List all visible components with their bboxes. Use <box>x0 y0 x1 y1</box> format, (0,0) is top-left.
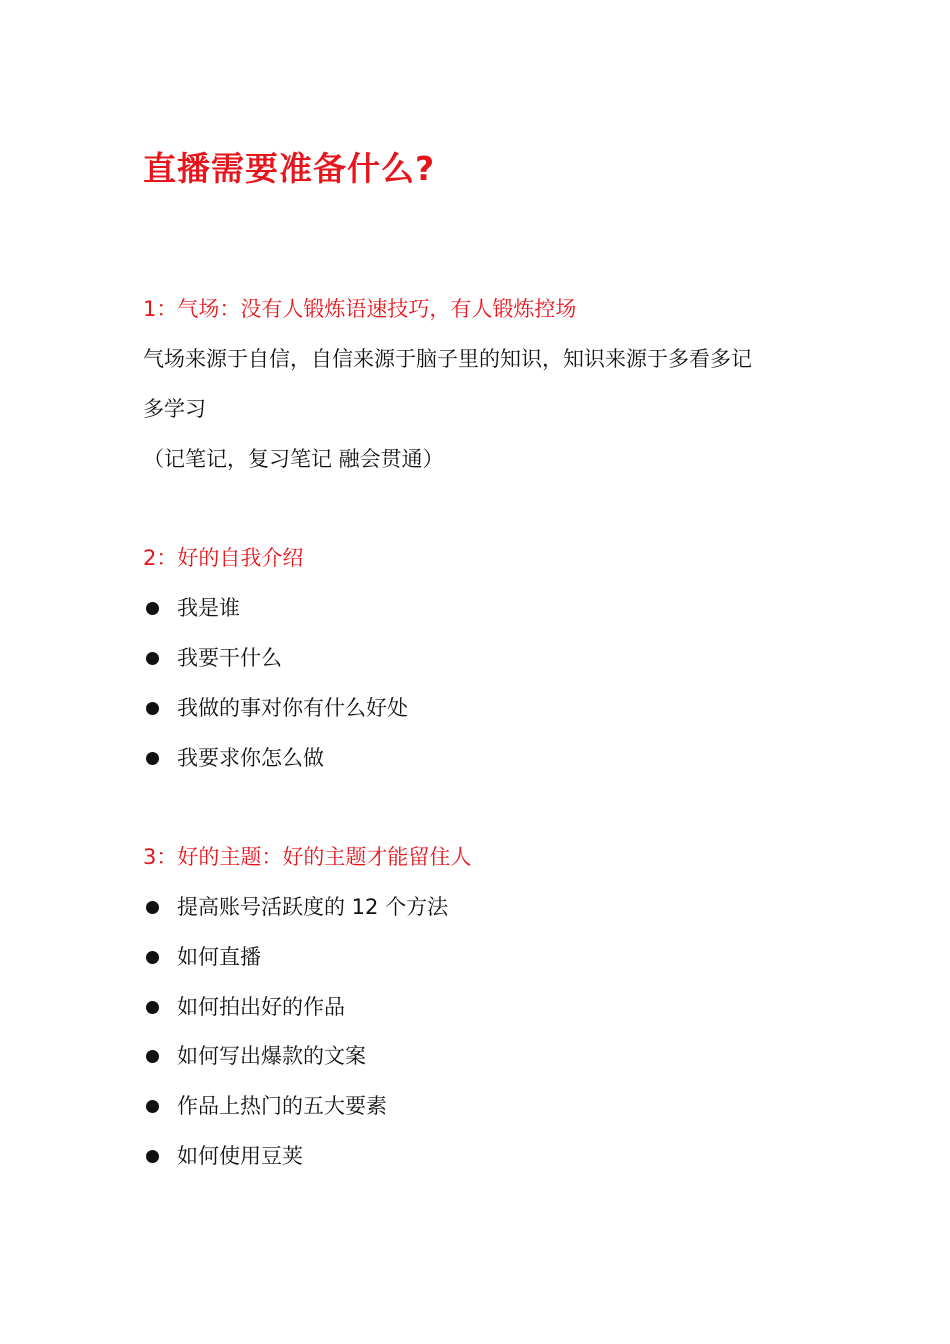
bullet-dot-icon <box>146 602 159 615</box>
list-item <box>143 693 408 723</box>
list-item <box>143 593 240 623</box>
list-item-text: 提高账号活跃度的 12 个方法 <box>177 895 449 919</box>
bullet-dot-icon <box>146 1100 159 1113</box>
list-item-text: 我要干什么 <box>177 646 282 670</box>
list-item-text: 我做的事对你有什么好处 <box>177 696 408 720</box>
section-heading-3: 3：好的主题：好的主题才能留住人 <box>143 845 472 869</box>
page-title: 直播需要准备什么? <box>143 149 436 188</box>
paragraph-line: 多学习 <box>143 397 206 421</box>
list-item-text: 如何写出爆款的文案 <box>177 1044 366 1068</box>
bullet-dot-icon <box>146 1150 159 1163</box>
list-item-text: 我要求你怎么做 <box>177 746 324 770</box>
list-item <box>143 1041 366 1071</box>
list-item <box>143 942 261 972</box>
list-item <box>143 1091 387 1121</box>
list-item-text: 如何拍出好的作品 <box>177 995 345 1019</box>
bullet-dot-icon <box>146 1001 159 1014</box>
section-heading-1: 1：气场：没有人锻炼语速技巧，有人锻炼控场 <box>143 297 577 321</box>
paragraph-line: 气场来源于自信，自信来源于脑子里的知识，知识来源于多看多记 <box>143 347 752 371</box>
list-item-text: 我是谁 <box>177 596 240 620</box>
bullet-dot-icon <box>146 901 159 914</box>
list-item <box>143 743 324 773</box>
list-item-text: 作品上热门的五大要素 <box>177 1094 387 1118</box>
list-item-text: 如何使用豆荚 <box>177 1144 303 1168</box>
bullet-dot-icon <box>146 951 159 964</box>
list-item <box>143 892 448 922</box>
bullet-dot-icon <box>146 752 159 765</box>
list-item <box>143 992 345 1022</box>
bullet-dot-icon <box>146 652 159 665</box>
list-item-text: 如何直播 <box>177 945 261 969</box>
bullet-dot-icon <box>146 702 159 715</box>
section-heading-2: 2：好的自我介绍 <box>143 546 304 570</box>
list-item <box>143 1141 303 1171</box>
list-item <box>143 643 282 673</box>
bullet-dot-icon <box>146 1050 159 1063</box>
paragraph-line: （记笔记，复习笔记 融会贯通） <box>143 447 444 471</box>
